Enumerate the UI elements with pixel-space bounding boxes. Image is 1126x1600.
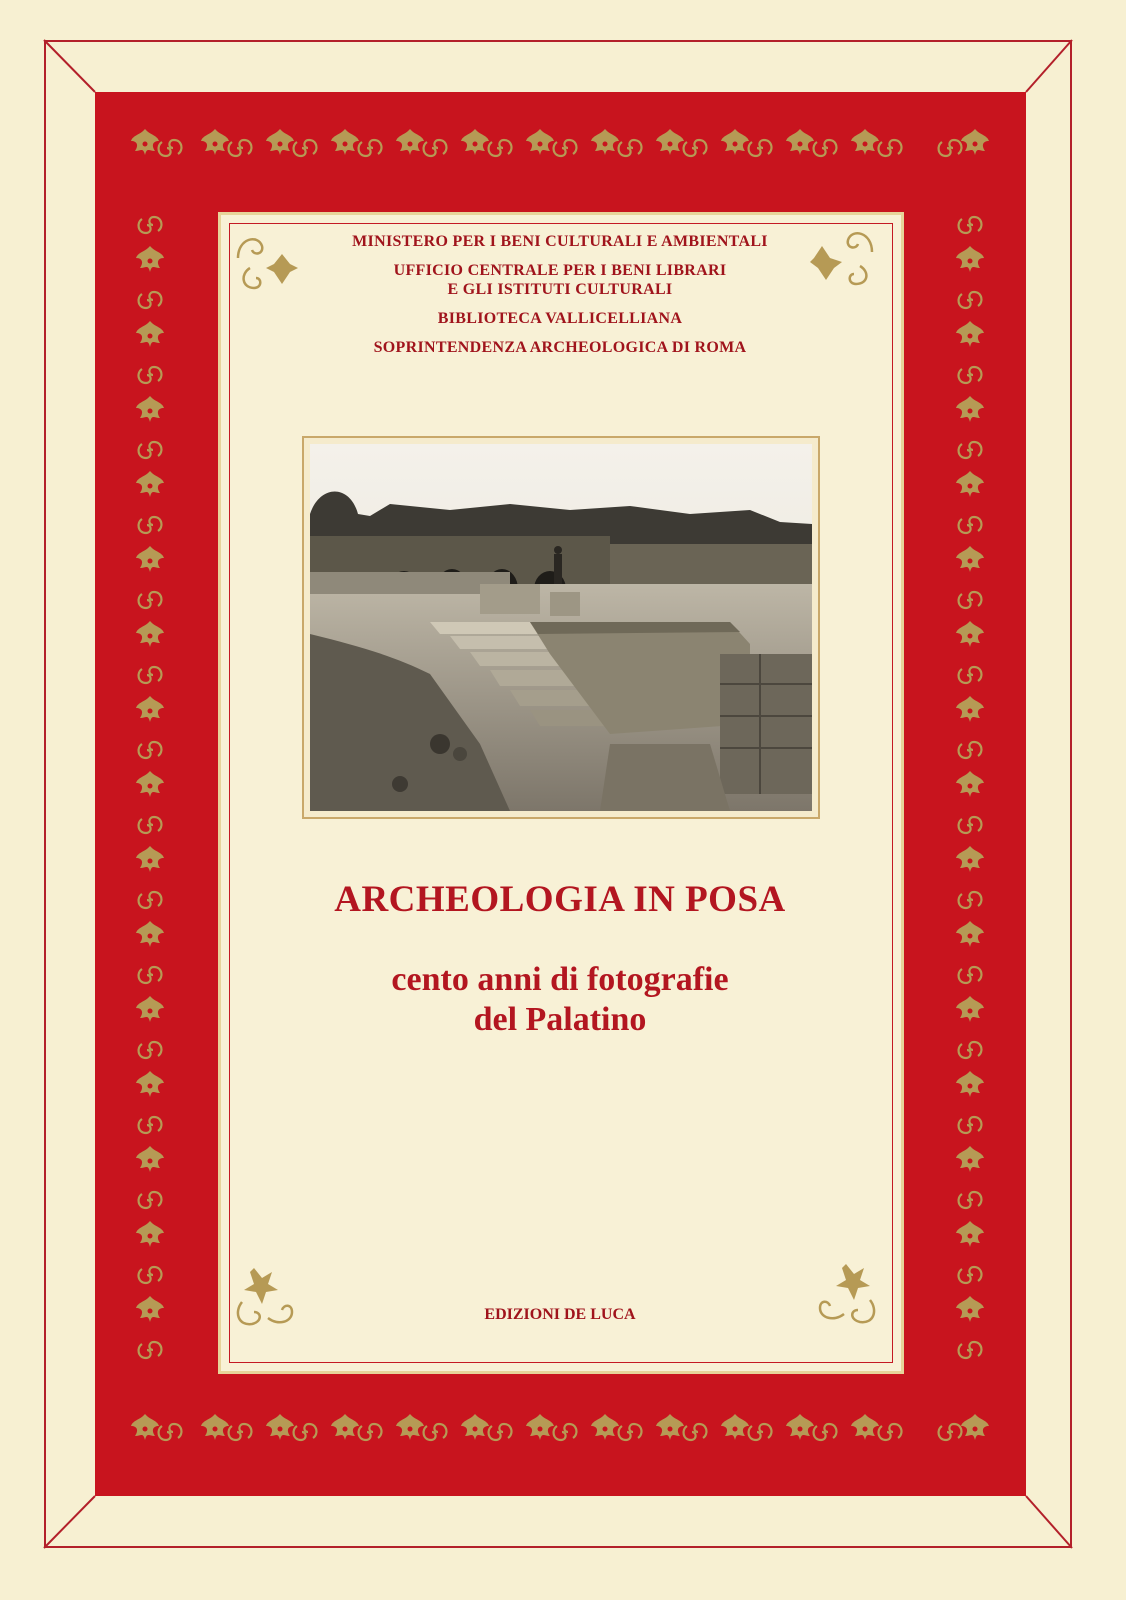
ruins-photo-illustration xyxy=(310,444,812,811)
institution-office-cont: E GLI ISTITUTI CULTURALI xyxy=(447,281,673,298)
institution-soprintendenza: SOPRINTENDENZA ARCHEOLOGICA DI ROMA xyxy=(373,339,747,356)
subtitle-line-1: cento anni di fotografie xyxy=(391,961,729,998)
photo-mount xyxy=(302,436,820,819)
book-subtitle xyxy=(250,960,870,1040)
institution-ministry: MINISTERO PER I BENI CULTURALI E AMBIENTALI xyxy=(352,233,768,250)
subtitle-line-2: del Palatino xyxy=(473,1001,647,1038)
corner-ornament-top-left-icon xyxy=(232,228,302,298)
institution-library: BIBLIOTECA VALLICELLIANA xyxy=(437,310,683,327)
book-title: ARCHEOLOGIA IN POSA xyxy=(334,879,786,920)
institutions-block xyxy=(300,232,820,357)
corner-ornament-bottom-right-icon xyxy=(810,1258,880,1328)
publisher-name: EDIZIONI DE LUCA xyxy=(484,1306,636,1323)
institution-office: UFFICIO CENTRALE PER I BENI LIBRARI xyxy=(393,262,727,279)
archaeological-site-photo xyxy=(310,444,812,811)
corner-ornament-bottom-left-icon xyxy=(232,1262,302,1332)
